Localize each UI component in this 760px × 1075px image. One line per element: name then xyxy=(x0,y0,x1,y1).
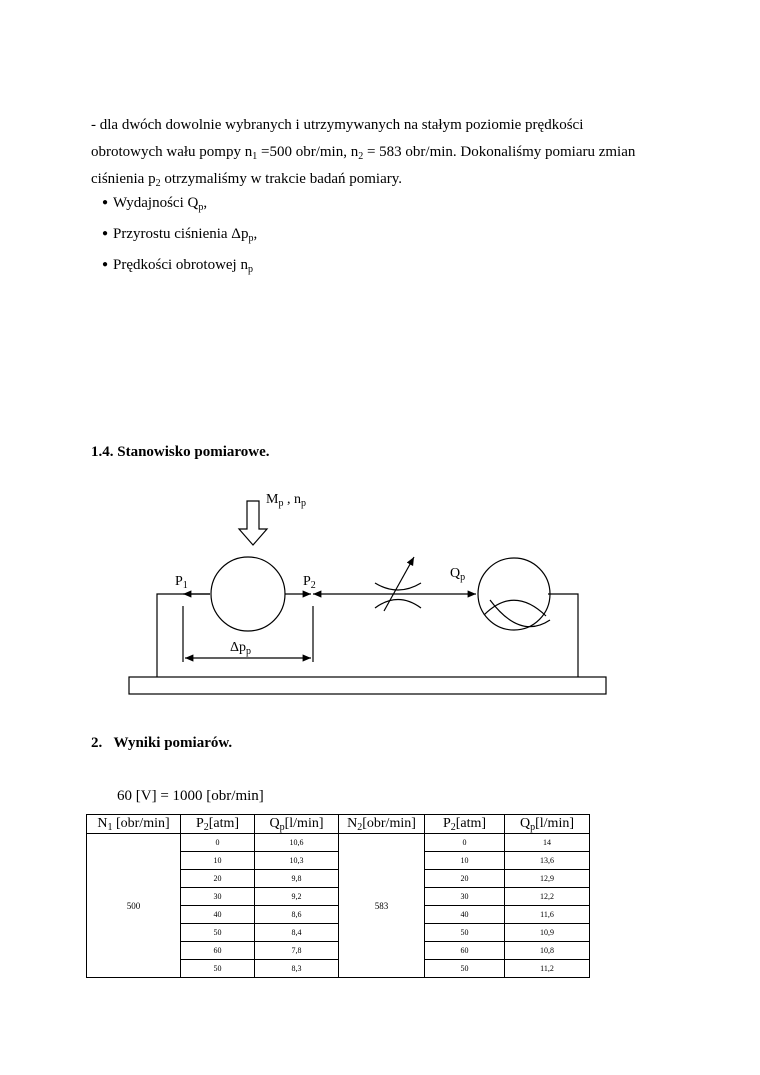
qp-cell: 10,8 xyxy=(505,942,590,960)
p2-cell: 10 xyxy=(425,852,505,870)
section-heading-2: 2. Wyniki pomiarów. xyxy=(91,735,233,751)
qp-cell: 8,3 xyxy=(255,960,339,978)
pump-circle xyxy=(211,557,285,631)
p2-cell: 60 xyxy=(181,942,255,960)
qp-cell: 9,2 xyxy=(255,888,339,906)
header-qp-left: $Q_p[l/\min]$ xyxy=(255,815,339,834)
section-heading-1-4: 1.4. Stanowisko pomiarowe. xyxy=(91,444,270,460)
qp-cell: 10,3 xyxy=(255,852,339,870)
motor-inner-arc xyxy=(484,600,546,616)
qp-cell: 11,6 xyxy=(505,906,590,924)
list-item: ● Wydajności $Q_p$, xyxy=(102,195,208,213)
p2-cell: 50 xyxy=(181,960,255,978)
n2-value: 583 xyxy=(339,834,425,978)
flow-label: $Q_p$ xyxy=(450,566,466,583)
p2-cell: 40 xyxy=(181,906,255,924)
qp-cell: 8,4 xyxy=(255,924,339,942)
p2-cell: 30 xyxy=(425,888,505,906)
p2-cell: 0 xyxy=(425,834,505,852)
header-p2-right: $P_2[atm]$ xyxy=(425,815,505,834)
p2-cell: 20 xyxy=(425,870,505,888)
pressure-diff-label: $\Delta p_p$ xyxy=(230,640,252,657)
intro-line-3: ciśnienia $p_2$ otrzymaliśmy w trakcie badań pomiary. xyxy=(91,171,403,189)
intro-line-1: - dla dwóch dowolnie wybranych i utrzymywanych na stałym poziomie prędkości xyxy=(91,117,584,133)
p1-label: $P_1$ xyxy=(175,574,188,591)
table-row xyxy=(87,834,590,852)
header-n1: $N_1$ [obr/min] xyxy=(87,815,181,834)
p2-cell: 50 xyxy=(425,924,505,942)
header-p2-left: $P_2[atm]$ xyxy=(181,815,255,834)
p2-label: $P_2$ xyxy=(303,574,316,591)
list-item: ● Przyrostu ciśnienia $\Delta p_p$, xyxy=(102,226,258,244)
right-pipe xyxy=(548,594,578,677)
list-item: ● Prędkości obrotowej $n_p$ xyxy=(102,257,253,275)
p2-cell: 10 xyxy=(181,852,255,870)
motor-circle xyxy=(478,558,550,630)
torque-input-arrow-icon xyxy=(239,501,267,545)
header-qp-right: $Q_p[l/\min]$ xyxy=(505,815,590,834)
qp-cell: 11,2 xyxy=(505,960,590,978)
bullet-icon: ● xyxy=(102,197,109,208)
p2-cell: 50 xyxy=(425,960,505,978)
p2-cell: 30 xyxy=(181,888,255,906)
valve-bottom-arc xyxy=(375,600,421,609)
table-header-row xyxy=(87,815,590,834)
qp-cell: 12,9 xyxy=(505,870,590,888)
qp-cell: 9,8 xyxy=(255,870,339,888)
bullet-icon: ● xyxy=(102,228,109,239)
qp-cell: 8,6 xyxy=(255,906,339,924)
intro-line-2: obrotowych wału pompy $n_1 =500$ obr/min, $n_2 = 583$ obr/min. Dokonaliśmy pomiaru zmian xyxy=(91,144,636,162)
n1-value: 500 xyxy=(87,834,181,978)
header-n2: $N_2[obr/\min]$ xyxy=(339,815,425,834)
p2-cell: 50 xyxy=(181,924,255,942)
base-plate xyxy=(129,677,606,694)
p2-cell: 60 xyxy=(425,942,505,960)
qp-cell: 7,8 xyxy=(255,942,339,960)
results-table xyxy=(86,814,590,978)
qp-cell: 10,6 xyxy=(255,834,339,852)
p2-cell: 40 xyxy=(425,906,505,924)
bullet-icon: ● xyxy=(102,259,109,270)
p2-cell: 20 xyxy=(181,870,255,888)
valve-adjust-arrow xyxy=(384,557,414,611)
qp-cell: 13,6 xyxy=(505,852,590,870)
torque-label: $M_p$ , $n_p$ xyxy=(266,492,306,509)
speed-calibration: 60 [V] = 1000 [obr/min] xyxy=(117,788,264,804)
qp-cell: 14 xyxy=(505,834,590,852)
qp-cell: 10,9 xyxy=(505,924,590,942)
p2-cell: 0 xyxy=(181,834,255,852)
qp-cell: 12,2 xyxy=(505,888,590,906)
